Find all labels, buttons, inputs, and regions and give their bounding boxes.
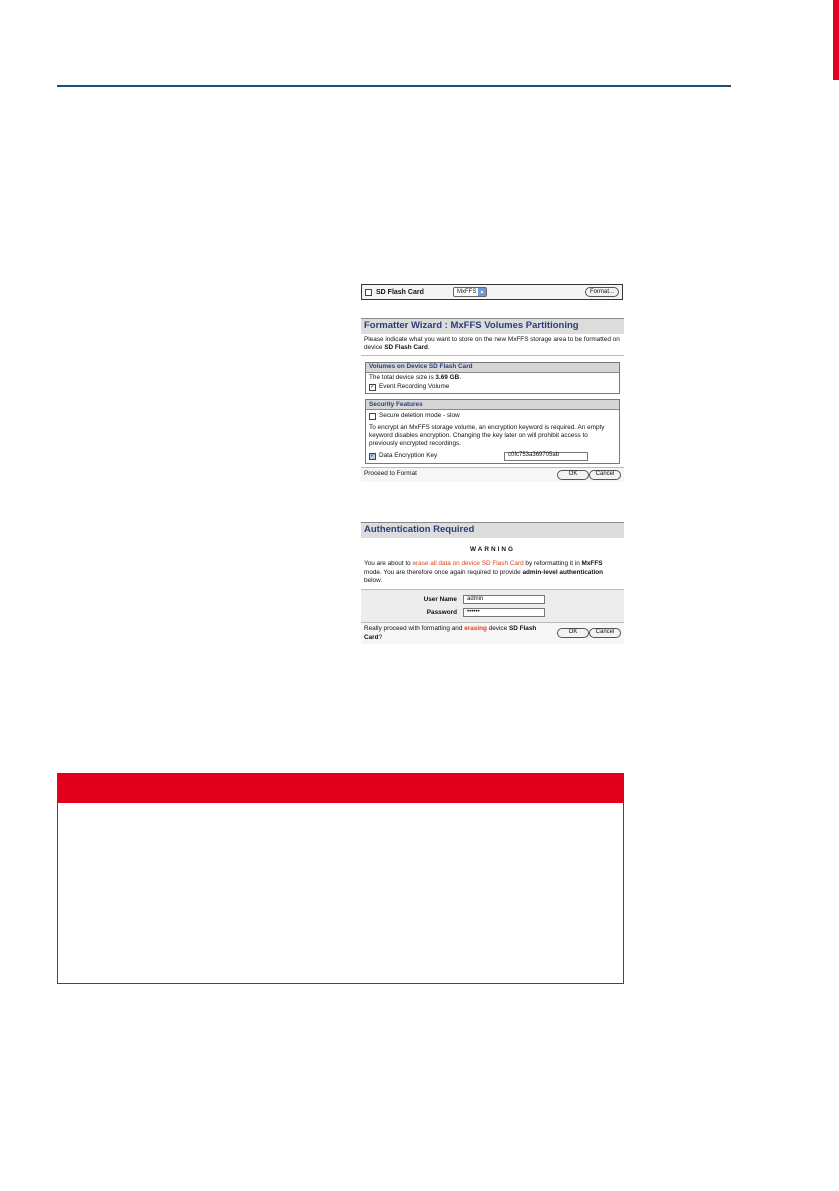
sd-card-label: SD Flash Card — [376, 288, 424, 296]
header-rule — [57, 85, 731, 87]
user-name-label: User Name — [423, 595, 457, 603]
secure-deletion-checkbox[interactable] — [369, 413, 376, 420]
auth-cancel-button[interactable]: Cancel — [589, 628, 621, 638]
wizard-footer — [361, 467, 624, 482]
volumes-section-title: Volumes on Device SD Flash Card — [366, 363, 619, 373]
wizard-intro: Please indicate what you want to store on the new MxFFS storage area to be formatted on device SD Flash Card. — [361, 334, 624, 356]
secure-deletion-label: Secure deletion mode - slow — [379, 412, 460, 420]
event-volume-checkbox[interactable]: ✓ — [369, 384, 376, 391]
format-button[interactable]: Format... — [585, 287, 619, 297]
auth-title: Authentication Required — [361, 522, 624, 538]
auth-footer — [361, 622, 624, 644]
device-size-text: The total device size is 3.69 GB. — [369, 373, 462, 381]
volumes-section — [365, 362, 620, 395]
encryption-note: To encrypt an MxFFS storage volume, an encryption keyword is required. An empty keyword disables encryption. Changing the key later on will prohibit access to previously encrypted recordings. — [369, 423, 605, 448]
user-name-input[interactable]: admin — [463, 595, 545, 604]
event-volume-label: Event Recording Volume — [379, 382, 450, 390]
wizard-cancel-button[interactable]: Cancel — [589, 470, 621, 480]
authentication-panel — [361, 522, 624, 644]
password-input[interactable]: •••••• — [463, 608, 545, 617]
security-section-title: Security Features — [366, 400, 619, 410]
wizard-ok-button[interactable]: OK — [557, 470, 589, 480]
encryption-key-label: Data Encryption Key — [379, 451, 438, 459]
auth-ok-button[interactable]: OK — [557, 628, 589, 638]
edge-tab-marker — [833, 0, 839, 80]
encryption-key-input[interactable]: c0fc753a369705ab — [504, 452, 588, 461]
confirm-text: Really proceed with formatting and erasing device SD Flash Card? — [364, 625, 537, 641]
sd-card-checkbox[interactable] — [365, 289, 372, 296]
auth-fields — [361, 589, 624, 622]
security-section — [365, 399, 620, 463]
notice-box-header — [58, 774, 623, 803]
encryption-key-checkbox[interactable]: ✓ — [369, 453, 376, 460]
password-label: Password — [426, 608, 457, 616]
sd-flash-card-row — [361, 284, 623, 300]
warning-heading: WARNING — [470, 546, 515, 553]
filesystem-select-value: MxFFS — [457, 289, 477, 295]
wizard-title: Formatter Wizard : MxFFS Volumes Partitioning — [361, 318, 624, 334]
filesystem-select[interactable] — [453, 287, 487, 297]
auth-message: You are about to erase all data on device SD Flash Card by reformatting it in MxFFS mode. You are therefore once again required to provide admin-level authentication below. — [364, 560, 604, 584]
formatter-wizard-panel — [361, 318, 624, 482]
proceed-label: Proceed to Format — [364, 470, 417, 478]
notice-box — [57, 773, 624, 984]
select-arrows-icon: ▲ — [479, 289, 485, 295]
